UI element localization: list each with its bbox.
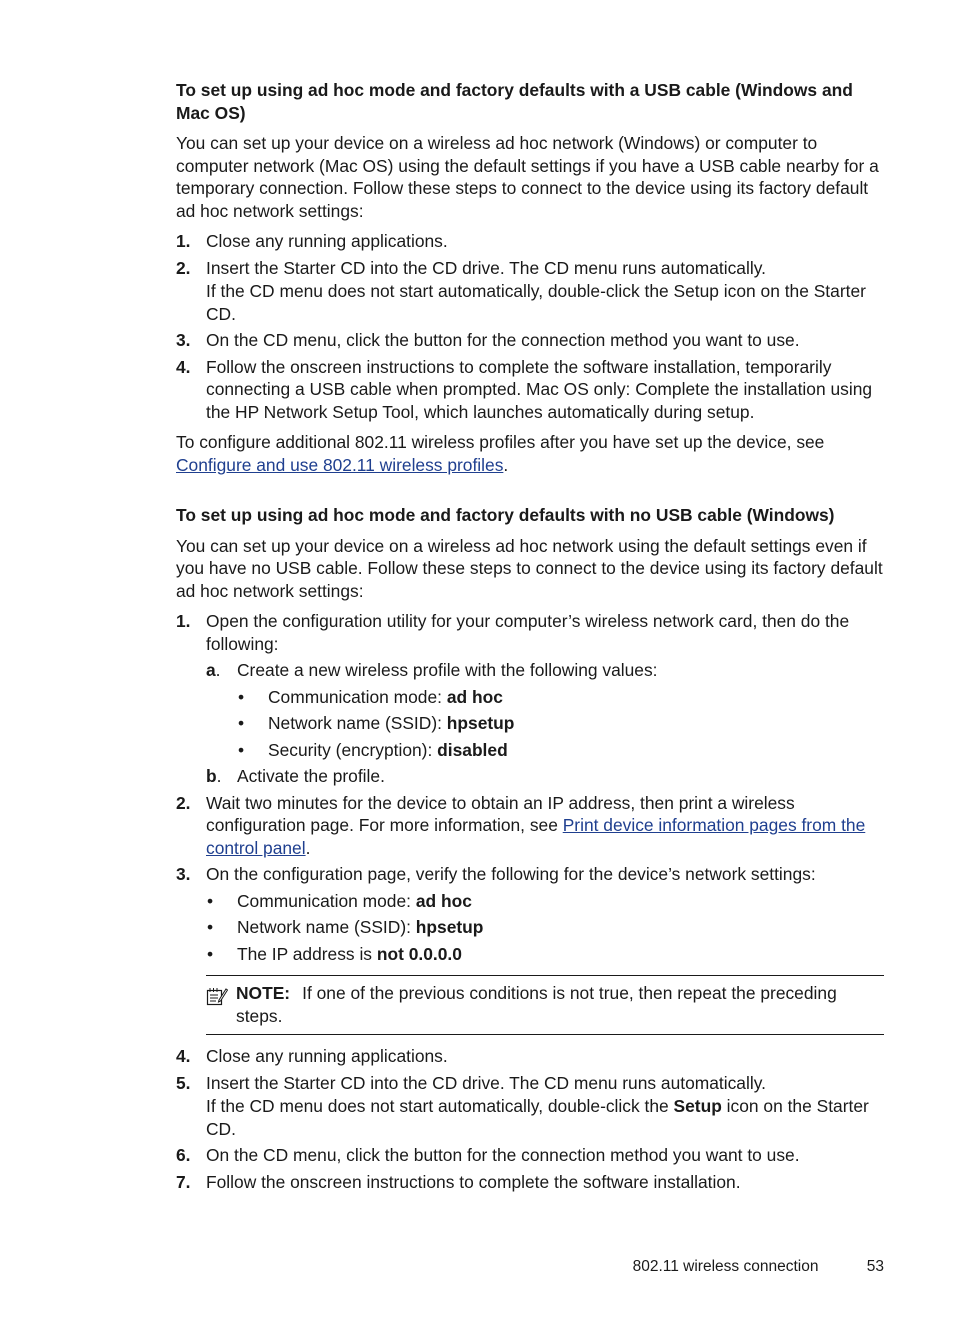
substep-text: Activate the profile. — [237, 766, 385, 786]
page-content — [176, 79, 884, 1193]
note-text: If one of the previous conditions is not true, then repeat the preceding steps. — [236, 983, 837, 1026]
bullet-item: • Communication mode: ad hoc — [238, 686, 503, 707]
note-pad-icon — [206, 986, 228, 1006]
bullet-icon: • — [238, 686, 245, 707]
step-extra: If the CD menu does not start automatically, double-click the Setup icon on the Starter CD. — [206, 1096, 869, 1139]
section1-steps — [176, 230, 884, 423]
substep-b — [206, 765, 884, 788]
step-number: 3. — [176, 864, 191, 884]
bullet-icon: • — [207, 943, 214, 964]
substep-a — [206, 659, 884, 761]
list-item — [176, 230, 884, 253]
bullet-item: • Security (encryption): disabled — [238, 739, 508, 760]
bullet-icon: • — [207, 890, 214, 911]
closing-end: . — [503, 454, 509, 475]
section1-intro: You can set up your device on a wireless ad hoc network (Windows) or computer to computer network (Mac OS) using the default settings if you have a USB cable nearby for a temporary connection. Follow these steps to connect to the device using its factory default ad hoc network settings: — [176, 133, 879, 221]
bullet-icon: • — [238, 739, 245, 760]
step-text: Follow the onscreen instructions to complete the software installation. — [206, 1171, 741, 1192]
step-text: On the CD menu, click the button for the connection method you want to use. — [206, 1145, 800, 1165]
step-text: Close any running applications. — [206, 231, 448, 251]
bullet-list — [237, 686, 884, 762]
step-text: Close any running applications. — [206, 1046, 448, 1066]
page-number: 53 — [866, 1258, 884, 1275]
list-item — [176, 1045, 884, 1068]
section2-intro: You can set up your device on a wireless ad hoc network using the default settings even if you have no USB cable. Follow these steps to connect to the device using its factory default ad hoc network settings: — [176, 535, 883, 601]
list-item — [176, 1144, 884, 1167]
section1-heading: To set up using ad hoc mode and factory defaults with a USB cable (Windows and Mac OS) — [176, 80, 853, 123]
step-text: Open the configuration utility for your computer’s wireless network card, then do the following: — [206, 611, 850, 654]
step-number: 1. — [176, 231, 191, 251]
bullet-list — [206, 890, 884, 966]
step-number: 3. — [176, 330, 191, 350]
footer-section-title: 802.11 wireless connection — [632, 1258, 819, 1275]
list-item — [176, 610, 884, 788]
closing-text: To configure additional 802.11 wireless profiles after you have set up the device, see — [176, 432, 825, 452]
substep-text: Create a new wireless profile with the following values: — [237, 660, 658, 680]
step-text: Wait two minutes for the device to obtain an IP address, then print a wireless configuration page. For more information, see — [206, 792, 795, 835]
list-item — [176, 356, 884, 424]
step-text: Insert the Starter CD into the CD drive. The CD menu runs automatically. — [206, 1072, 766, 1093]
step-number: 2. — [176, 792, 191, 813]
bullet-item: • Network name (SSID): hpsetup — [207, 917, 484, 937]
section2-heading: To set up using ad hoc mode and factory defaults with no USB cable (Windows) — [176, 505, 835, 525]
step-text: Insert the Starter CD into the CD drive. The CD menu runs automatically. — [206, 257, 766, 278]
step-extra: If the CD menu does not start automatically, double-click the Setup icon on the Starter CD. — [206, 281, 866, 324]
bullet-item: • Network name (SSID): hpsetup — [238, 713, 515, 733]
step-text: Follow the onscreen instructions to complete the software installation, temporarily connecting a USB cable when prompted. Mac OS only: Complete the installation using the HP Network Setup Tool, which launches automatically during setup. — [206, 356, 873, 422]
list-item — [176, 329, 884, 352]
bullet-item: • The IP address is not 0.0.0.0 — [207, 943, 462, 964]
note-box — [206, 975, 884, 1035]
step-text: On the configuration page, verify the following for the device’s network settings: — [206, 864, 816, 884]
note-label: NOTE: — [236, 983, 291, 1003]
step-number: 5. — [176, 1072, 191, 1093]
step-text: On the CD menu, click the button for the connection method you want to use. — [206, 330, 800, 350]
bullet-icon: • — [207, 917, 214, 937]
bullet-item: • Communication mode: ad hoc — [207, 890, 472, 911]
list-item — [176, 863, 884, 1035]
section2-steps — [176, 610, 884, 1193]
step-number: 6. — [176, 1145, 191, 1165]
list-item: 2. Wait two minutes for the device to obtain an IP address, then print a wireless configuration page. For more information, see Print device information pages from the control panel. — [176, 792, 866, 858]
step-number: 4. — [176, 1046, 191, 1066]
step-number: 7. — [176, 1171, 191, 1192]
step-number: 1. — [176, 611, 191, 631]
step-number: 2. — [176, 257, 191, 278]
section1-closing — [176, 431, 884, 476]
substep-letter: a. — [206, 660, 221, 680]
list-item — [176, 1072, 884, 1141]
list-item — [176, 257, 884, 326]
substeps — [206, 659, 884, 788]
list-item — [176, 1171, 884, 1194]
page-footer — [633, 1256, 884, 1279]
wireless-profiles-link[interactable]: Configure and use 802.11 wireless profiles — [176, 454, 504, 475]
substep-letter: b. — [206, 766, 222, 786]
print-info-pages-link[interactable]: Print device information pages from the control panel — [206, 815, 866, 858]
step-number: 4. — [176, 356, 191, 377]
bullet-icon: • — [238, 713, 245, 733]
